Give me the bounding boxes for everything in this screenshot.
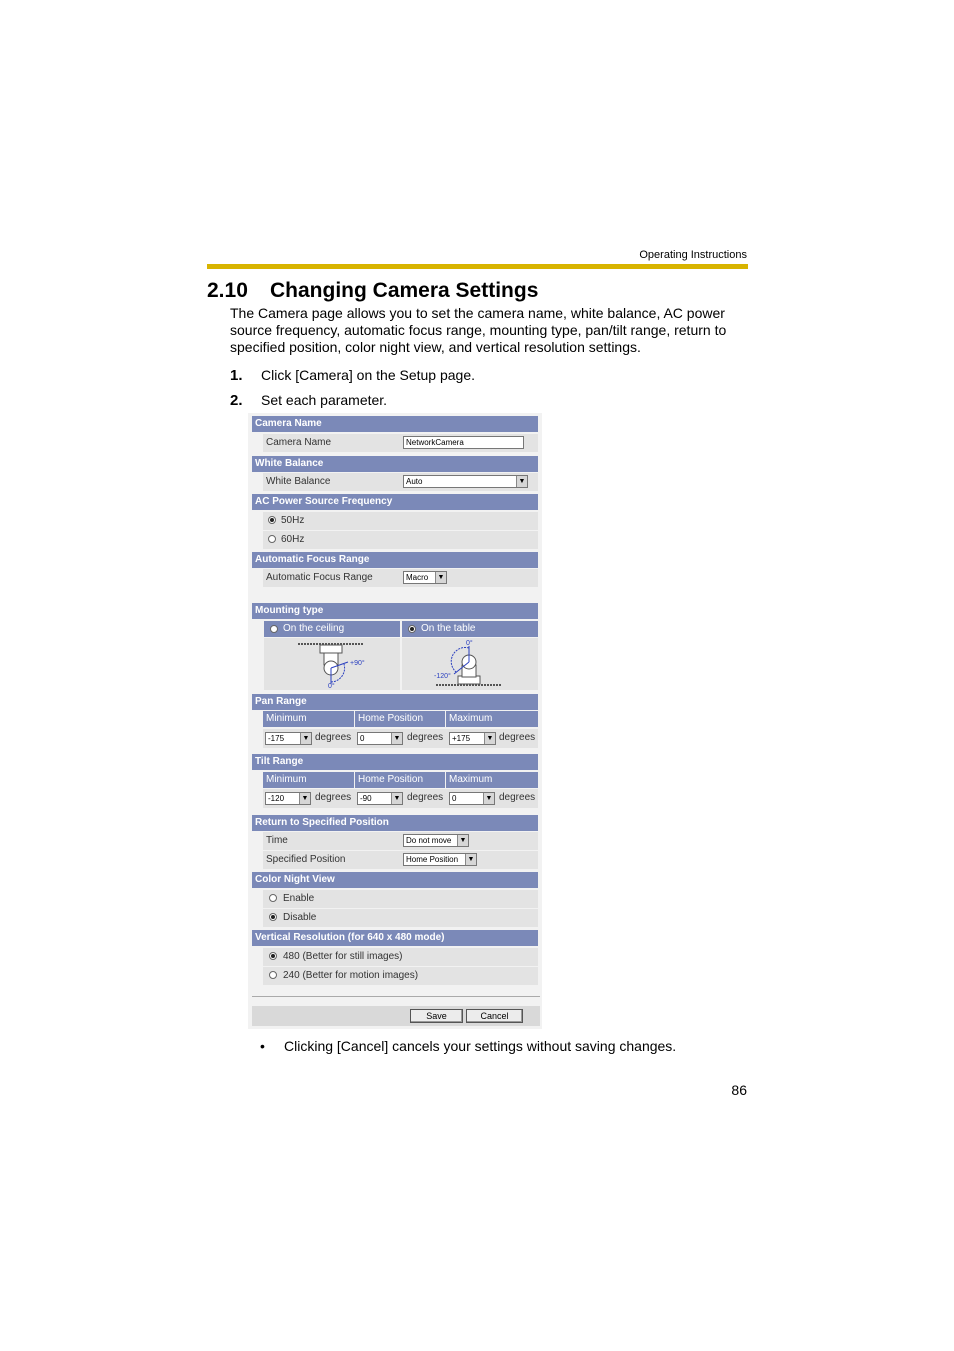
focus-range-select[interactable] xyxy=(403,571,447,584)
header-rule xyxy=(207,264,748,269)
table-angle-min: -120° xyxy=(434,673,451,680)
step-2 xyxy=(230,392,387,409)
chevron-down-icon: ▼ xyxy=(391,733,402,744)
ceiling-angle-min: 0° xyxy=(328,683,335,690)
note-text: Clicking [Cancel] cancels your settings without saving changes. xyxy=(284,1038,677,1054)
night-enable-row[interactable] xyxy=(263,890,538,908)
step-number: 1. xyxy=(230,367,243,384)
vres-240-row[interactable] xyxy=(263,967,538,985)
ceiling-camera-icon xyxy=(264,638,400,690)
specified-position-label: Specified Position xyxy=(266,854,346,865)
step-text: Click [Camera] on the Setup page. xyxy=(261,367,476,383)
specified-position-value: Home Position xyxy=(406,855,459,864)
white-balance-select[interactable] xyxy=(403,475,528,488)
pan-min-unit: degrees xyxy=(315,732,352,743)
chevron-down-icon: ▼ xyxy=(299,793,310,804)
tilt-max-select[interactable] xyxy=(449,792,495,805)
chevron-down-icon: ▼ xyxy=(435,572,446,583)
tilt-range-header: Tilt Range xyxy=(252,754,538,770)
specified-position-row xyxy=(263,851,538,869)
specified-position-select[interactable] xyxy=(403,853,477,866)
section-title xyxy=(207,279,538,303)
ac-power-header: AC Power Source Frequency xyxy=(252,494,538,510)
camera-name-label: Camera Name xyxy=(266,437,332,448)
pan-min-value: -175 xyxy=(268,734,285,743)
radio-night-disable[interactable] xyxy=(269,913,277,921)
running-header: Operating Instructions xyxy=(639,249,747,261)
chevron-down-icon: ▼ xyxy=(483,793,494,804)
pan-values-row xyxy=(263,729,538,748)
color-night-view-header: Color Night View xyxy=(252,872,538,888)
return-time-select[interactable] xyxy=(403,834,469,847)
ceiling-mount-illustration xyxy=(264,638,400,690)
tilt-values-row xyxy=(263,789,538,808)
chevron-down-icon: ▼ xyxy=(457,835,468,846)
section-title-text: Changing Camera Settings xyxy=(270,279,539,302)
focus-range-row xyxy=(263,569,538,587)
camera-name-row xyxy=(263,434,538,452)
step-1 xyxy=(230,367,475,384)
camera-name-header: Camera Name xyxy=(252,416,538,432)
pan-max-column: Maximum xyxy=(446,711,538,727)
form-divider xyxy=(252,996,540,997)
return-time-row xyxy=(263,832,538,850)
radio-60hz[interactable] xyxy=(268,535,276,543)
chevron-down-icon: ▼ xyxy=(516,476,527,487)
pan-max-unit: degrees xyxy=(499,732,536,743)
pan-home-value: 0 xyxy=(360,734,365,743)
page-number: 86 xyxy=(731,1082,747,1098)
focus-range-value: Macro xyxy=(406,573,429,582)
table-camera-icon xyxy=(402,638,538,690)
ac-power-60hz-label: 60Hz xyxy=(281,534,305,545)
pan-min-column: Minimum xyxy=(263,711,354,727)
chevron-down-icon: ▼ xyxy=(300,733,311,744)
tilt-home-select[interactable] xyxy=(357,792,403,805)
mounting-table-option[interactable] xyxy=(402,621,538,637)
focus-range-label: Automatic Focus Range xyxy=(266,572,373,583)
pan-range-header: Pan Range xyxy=(252,694,538,710)
radio-vres-240[interactable] xyxy=(269,971,277,979)
mounting-table-label: On the table xyxy=(421,623,476,634)
vres-240-label: 240 (Better for motion images) xyxy=(283,970,419,981)
mounting-type-header: Mounting type xyxy=(252,603,538,619)
radio-table[interactable] xyxy=(408,625,416,633)
camera-name-input[interactable]: NetworkCamera xyxy=(403,436,524,449)
chevron-down-icon: ▼ xyxy=(465,854,476,865)
chevron-down-icon: ▼ xyxy=(484,733,495,744)
pan-max-value: +175 xyxy=(452,734,471,743)
intro-paragraph: The Camera page allows you to set the camera name, white balance, AC power source frequency, automatic focus range, mounting type, pan/tilt range, return to specified position, color night view, and vertical resolution settings. xyxy=(230,305,727,355)
vertical-resolution-header: Vertical Resolution (for 640 x 480 mode) xyxy=(252,930,538,946)
chevron-down-icon: ▼ xyxy=(391,793,402,804)
tilt-max-value: 0 xyxy=(452,794,457,803)
pan-home-select[interactable] xyxy=(357,732,403,745)
tilt-max-column: Maximum xyxy=(446,772,538,788)
tilt-min-column: Minimum xyxy=(263,772,354,788)
step-number: 2. xyxy=(230,392,243,409)
table-mount-illustration xyxy=(402,638,538,690)
tilt-min-select[interactable] xyxy=(265,792,311,805)
tilt-home-value: -90 xyxy=(360,794,372,803)
focus-range-header: Automatic Focus Range xyxy=(252,552,538,568)
ac-power-50hz-row[interactable] xyxy=(263,512,538,530)
white-balance-value: Auto xyxy=(406,477,423,486)
ac-power-50hz-label: 50Hz xyxy=(281,515,305,526)
note-bullet xyxy=(260,1038,676,1054)
step-text: Set each parameter. xyxy=(261,392,388,408)
radio-vres-480[interactable] xyxy=(269,952,277,960)
vres-480-row[interactable] xyxy=(263,948,538,966)
tilt-max-unit: degrees xyxy=(499,792,536,803)
vres-480-label: 480 (Better for still images) xyxy=(283,951,403,962)
mounting-ceiling-option[interactable] xyxy=(264,621,400,637)
tilt-min-unit: degrees xyxy=(315,792,352,803)
section-number: 2.10 xyxy=(207,279,248,302)
white-balance-row xyxy=(263,473,538,491)
night-disable-label: Disable xyxy=(283,912,317,923)
night-enable-label: Enable xyxy=(283,893,315,904)
tilt-home-unit: degrees xyxy=(407,792,444,803)
radio-night-enable[interactable] xyxy=(269,894,277,902)
return-time-value: Do not move xyxy=(406,836,452,845)
pan-home-unit: degrees xyxy=(407,732,444,743)
table-angle-max: 0° xyxy=(466,640,473,647)
radio-ceiling[interactable] xyxy=(270,625,278,633)
mounting-ceiling-label: On the ceiling xyxy=(283,623,345,634)
return-position-header: Return to Specified Position xyxy=(252,815,538,831)
tilt-min-value: -120 xyxy=(268,794,285,803)
bullet-mark: • xyxy=(260,1038,265,1054)
tilt-home-column: Home Position xyxy=(355,772,445,788)
pan-max-select[interactable] xyxy=(449,732,496,745)
white-balance-header: White Balance xyxy=(252,456,538,472)
pan-min-select[interactable] xyxy=(265,732,312,745)
night-disable-row[interactable] xyxy=(263,909,538,927)
ceiling-angle-max: +90° xyxy=(350,660,365,667)
white-balance-label: White Balance xyxy=(266,476,331,487)
return-time-label: Time xyxy=(266,835,288,846)
save-button[interactable]: Save xyxy=(410,1009,463,1023)
ac-power-60hz-row[interactable] xyxy=(263,531,538,549)
radio-50hz[interactable] xyxy=(268,516,276,524)
cancel-button[interactable]: Cancel xyxy=(466,1009,523,1023)
pan-home-column: Home Position xyxy=(355,711,445,727)
